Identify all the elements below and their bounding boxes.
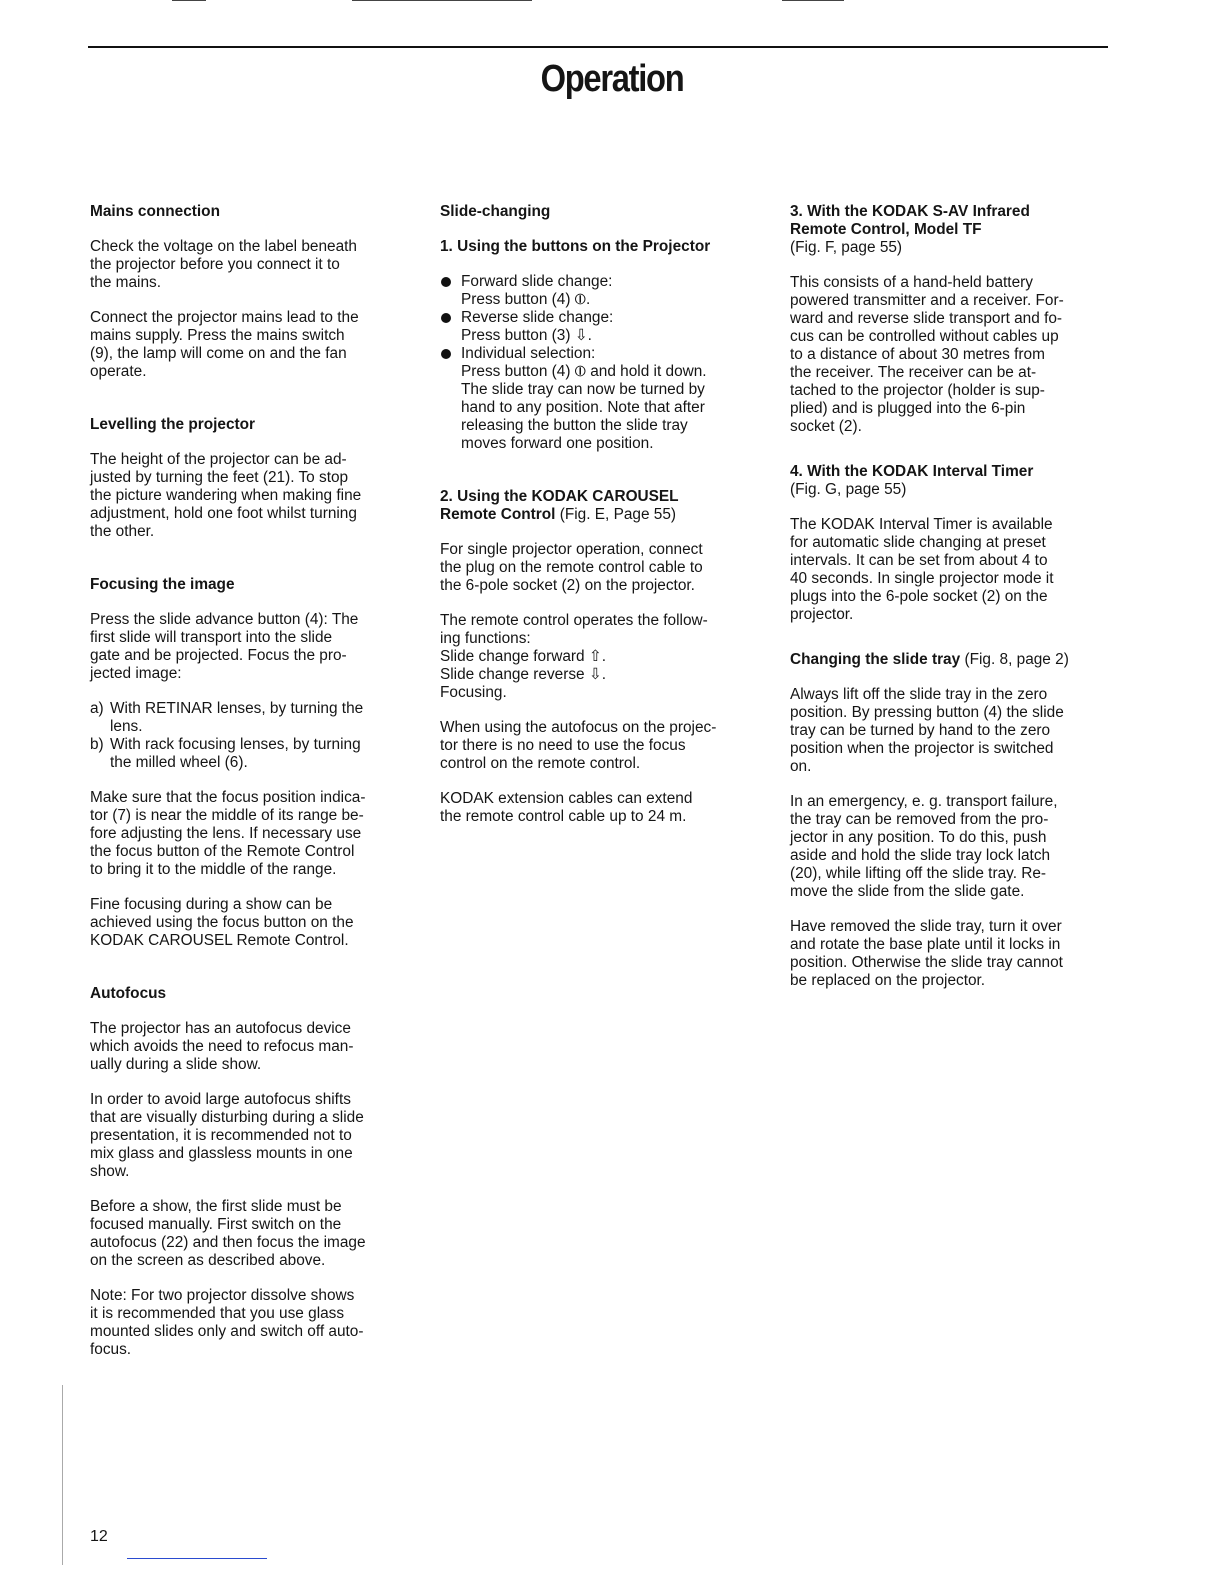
top-rule — [88, 46, 1108, 48]
mains-paragraph-2: Connect the projector mains lead to the mains supply. Press the mains switch (9), the lamp will come on and the fan operate. — [90, 309, 359, 380]
autofocus-paragraph-3: Before a show, the first slide must be focused manually. First switch on the autofocus (22) and then focus the image on the screen as described above. — [90, 1198, 366, 1269]
section-number: 3. — [790, 203, 803, 220]
column-left — [90, 203, 420, 1376]
autofocus-paragraph-2: In order to avoid large autofocus shifts that are visually disturbing during a slide presentation, it is recommended not to mix glass and glassless mounts in one show. — [90, 1091, 364, 1180]
list-marker: a) — [90, 700, 104, 717]
section-title: Changing the slide tray — [790, 651, 961, 668]
section-number: 2. — [440, 488, 453, 505]
column-right — [790, 203, 1120, 1007]
list-item: Forward slide change: Press button (4) ⦶. — [440, 273, 770, 309]
figure-reference: (Fig. F, page 55) — [790, 239, 903, 256]
figure-reference: (Fig. E, Page 55) — [555, 506, 677, 523]
spacer — [90, 967, 420, 985]
autofocus-paragraph-4: Note: For two projector dissolve shows it is recommended that you use glass mounted slides only and switch off auto- focus. — [90, 1287, 364, 1358]
carousel-remote-heading — [440, 488, 770, 524]
projector-buttons-heading — [440, 238, 770, 256]
bottom-rule — [127, 1558, 267, 1559]
autofocus-heading: Autofocus — [90, 985, 167, 1002]
interval-timer-paragraph: The KODAK Interval Timer is available for automatic slide changing at preset intervals. It can be set from about 4 to 40 seconds. In single projector mode it plugs into the 6-pole socket (2) on the projector. — [790, 516, 1054, 623]
spacer — [90, 558, 420, 576]
levelling-paragraph: The height of the projector can be ad- justed by turning the feet (21). To stop the picture wandering when making fine adjustment, hold one foot whilst turning the other. — [90, 451, 362, 540]
figure-reference: (Fig. 8, page 2) — [960, 651, 1069, 668]
slide-tray-paragraph-3: Have removed the slide tray, turn it over and rotate the base plate until it locks in position. Otherwise the slide tray cannot be replaced on the projector. — [790, 918, 1063, 989]
mains-paragraph-1: Check the voltage on the label beneath the projector before you connect it to the mains. — [90, 238, 357, 291]
interval-timer-heading — [790, 463, 1120, 481]
autofocus-paragraph-1: The projector has an autofocus device which avoids the need to refocus man- ually during a slide show. — [90, 1020, 354, 1073]
section-title: Using the buttons on the Projector — [457, 238, 711, 255]
scan-mark — [172, 0, 206, 1]
spacer — [440, 470, 770, 488]
slide-changing-heading: Slide-changing — [440, 203, 551, 220]
carousel-paragraph-4: KODAK extension cables can extend the remote control cable up to 24 m. — [440, 790, 693, 825]
list-item-text: With rack focusing lenses, by turning the milled wheel (6). — [110, 736, 361, 771]
scan-mark — [782, 0, 844, 1]
projector-button-list — [440, 273, 770, 453]
section-number: 1. — [440, 238, 453, 255]
slide-tray-paragraph-2: In an emergency, e. g. transport failure, the tray can be removed from the pro- jector in any position. To do this, push aside and hold the slide tray lock latch (20), while lifting off the slide tray. Re- move the slide from the slide gate. — [790, 793, 1058, 900]
mains-connection-heading: Mains connection — [90, 203, 220, 220]
section-title: With the KODAK S-AV Infrared Remote Control, Model TF — [790, 203, 1030, 238]
page-title: Operation — [540, 58, 684, 100]
section-title: Using the KODAK CAROUSEL — [457, 488, 679, 505]
section-number: 4. — [790, 463, 803, 480]
list-item — [90, 736, 420, 772]
spacer — [790, 641, 1120, 651]
column-middle — [440, 203, 770, 843]
section-title: With the KODAK Interval Timer — [807, 463, 1034, 480]
list-marker: b) — [90, 736, 104, 753]
list-item: Individual selection: Press button (4) ⦶ and hold it down. The slide tray can now be turned by hand to any position. Note that after releasing the button the slide tray moves forward one position. — [440, 345, 770, 453]
carousel-paragraph-2: The remote control operates the follow- ing functions: Slide change forward ⇧. Slide change reverse ⇩. Focusing. — [440, 612, 708, 701]
focusing-paragraph-2: Make sure that the focus position indica- tor (7) is near the middle of its range be- fore adjusting the lens. If necessary use the focus button of the Remote Control to bring it to the middle of the range. — [90, 789, 366, 878]
spacer — [790, 453, 1120, 463]
focusing-heading: Focusing the image — [90, 576, 235, 593]
slide-tray-paragraph-1: Always lift off the slide tray in the zero position. By pressing button (4) the slide tray can be turned by hand to the zero position when the projector is switched on. — [790, 686, 1064, 775]
levelling-heading: Levelling the projector — [90, 416, 256, 433]
focusing-paragraph-1: Press the slide advance button (4): The first slide will transport into the slide gate and be projected. Focus the pro- jected image: — [90, 611, 359, 682]
scan-edge — [62, 1385, 63, 1565]
carousel-paragraph-1: For single projector operation, connect the plug on the remote control cable to the 6-pole socket (2) on the projector. — [440, 541, 703, 594]
focusing-list — [90, 700, 420, 772]
section-title: Remote Control — [440, 506, 556, 523]
focusing-paragraph-3: Fine focusing during a show can be achieved using the focus button on the KODAK CAROUSEL Remote Control. — [90, 896, 354, 949]
figure-reference: (Fig. G, page 55) — [790, 481, 907, 498]
spacer — [90, 398, 420, 416]
page-number: 12 — [90, 1528, 108, 1545]
infrared-remote-heading — [790, 203, 1120, 239]
slide-tray-heading — [790, 651, 1120, 669]
list-item: Reverse slide change: Press button (3) ⇩. — [440, 309, 770, 345]
list-item-text: With RETINAR lenses, by turning the lens. — [110, 700, 364, 735]
list-item — [90, 700, 420, 736]
scan-mark — [352, 0, 532, 1]
carousel-paragraph-3: When using the autofocus on the projec- tor there is no need to use the focus control on the remote control. — [440, 719, 717, 772]
infrared-paragraph: This consists of a hand-held battery powered transmitter and a receiver. For- ward and reverse slide transport and fo- cus can be controlled without cables up to a distance of about 30 metres from the receiver. The receiver can be at- tached to the projector (holder is sup- plied) and is plugged into the 6-pin socket (2). — [790, 274, 1064, 435]
